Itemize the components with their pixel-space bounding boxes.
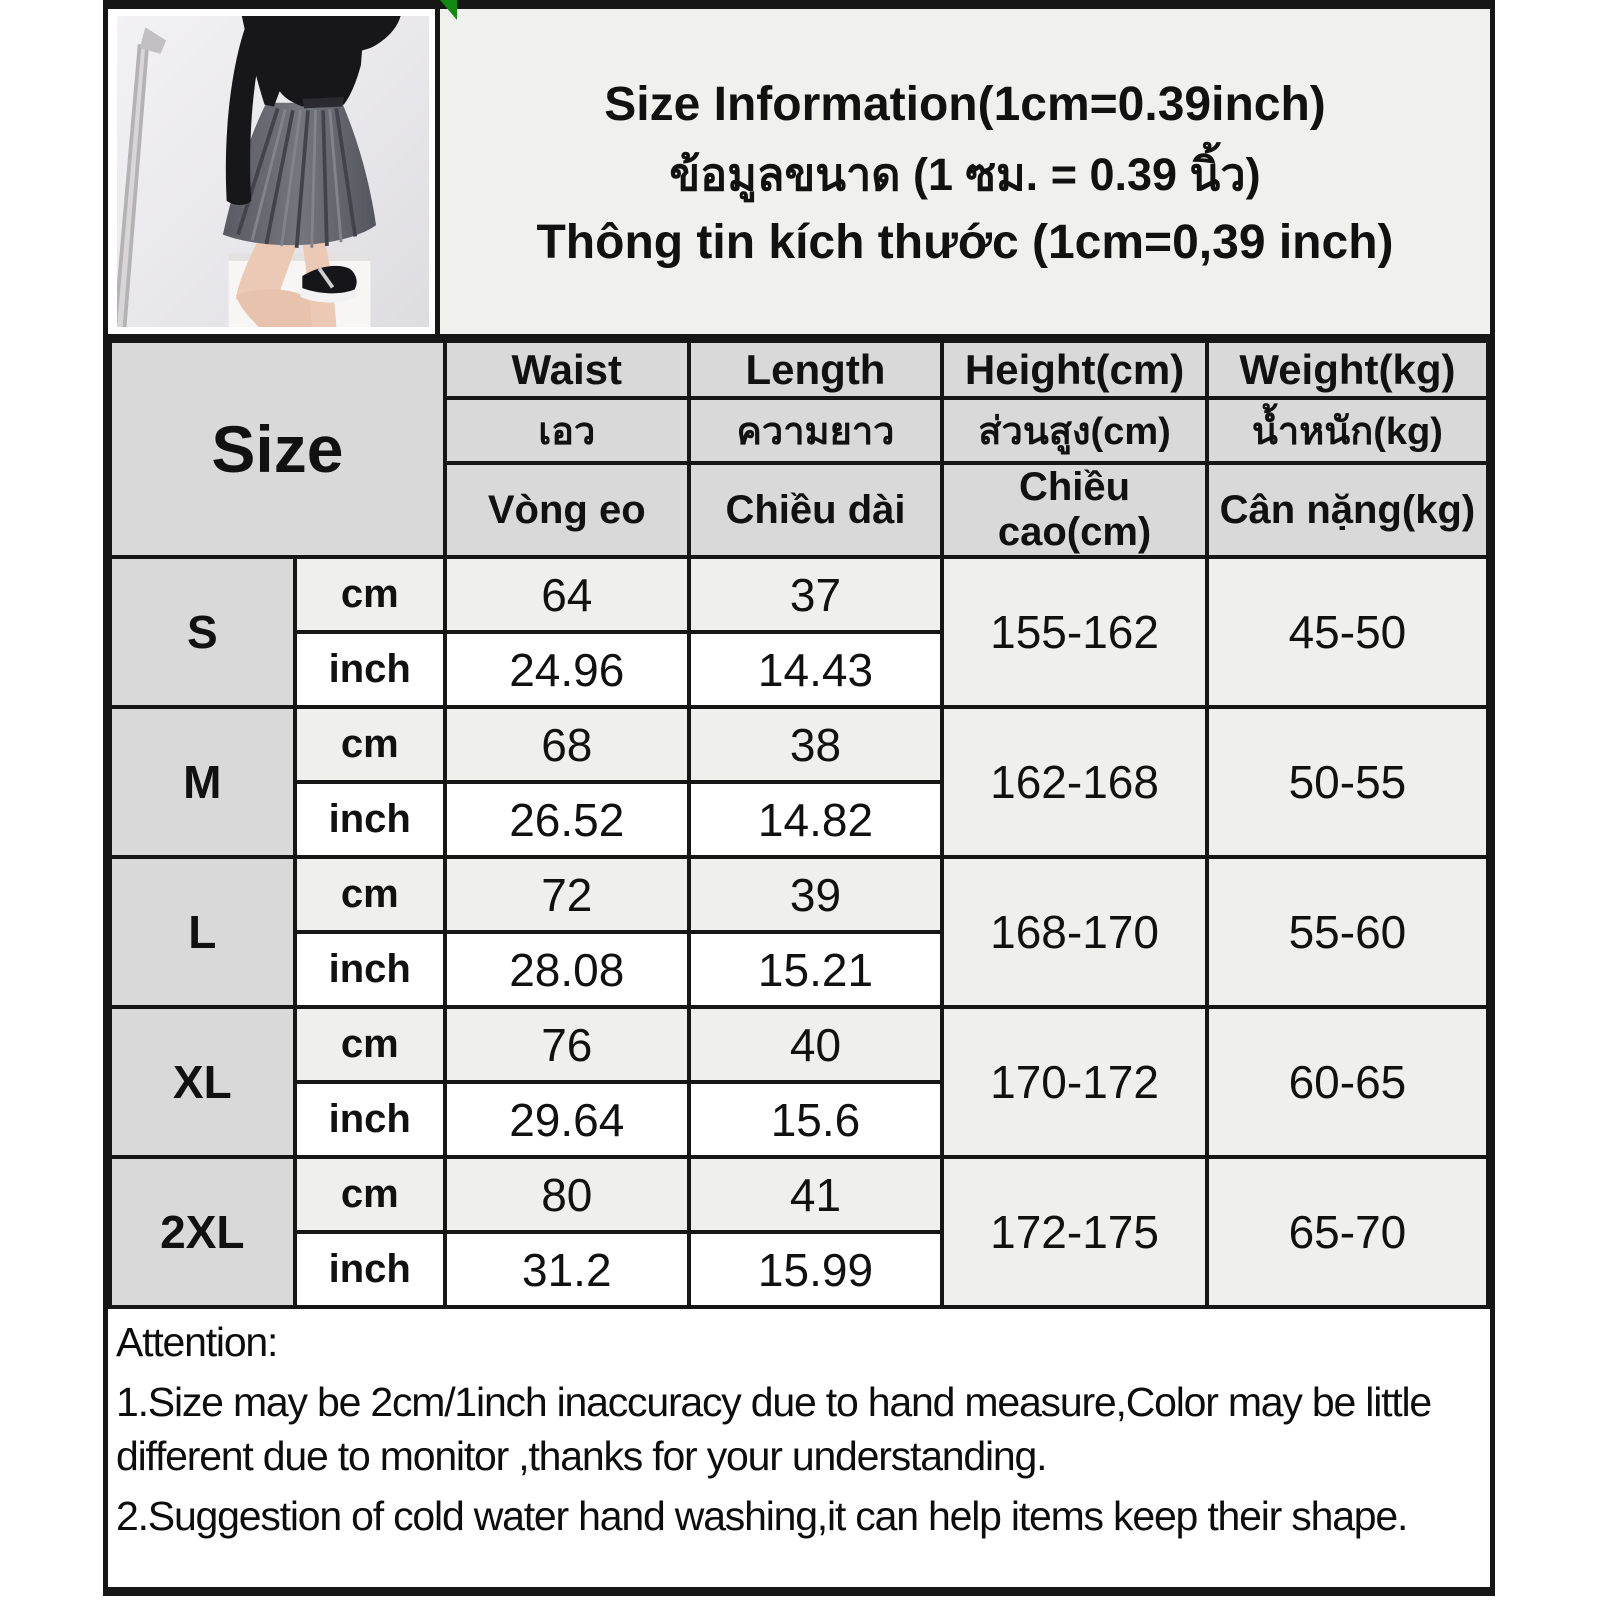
size-row-cm: [110, 1157, 1488, 1232]
size-row-cm: [110, 557, 1488, 632]
product-photo: [108, 9, 440, 334]
unit-inch-label: inch: [295, 782, 445, 857]
column-header-en: Length: [689, 341, 943, 398]
height-range-value: 170-172: [942, 1007, 1207, 1157]
unit-cm-label: cm: [295, 557, 445, 632]
size-table-body: [110, 557, 1488, 1307]
length-cm-value: 40: [689, 1007, 943, 1082]
waist-inch-value: 24.96: [445, 632, 689, 707]
length-inch-value: 14.82: [689, 782, 943, 857]
column-header-thai: ความยาว: [689, 398, 943, 463]
size-label: M: [110, 707, 295, 857]
size-label: L: [110, 857, 295, 1007]
height-range-value: 172-175: [942, 1157, 1207, 1307]
column-header-en: Weight(kg): [1207, 341, 1488, 398]
height-range-value: 155-162: [942, 557, 1207, 707]
unit-cm-label: cm: [295, 857, 445, 932]
waist-inch-value: 31.2: [445, 1232, 689, 1307]
model-photo-illustration: [117, 16, 429, 327]
length-cm-value: 39: [689, 857, 943, 932]
attention-note-1: 1.Size may be 2cm/1inch inaccuracy due to hand measure,Color may be little different due to monitor ,thanks for your understanding.: [116, 1379, 1432, 1480]
weight-range-value: 60-65: [1207, 1007, 1488, 1157]
page-title-thai: ข้อมูลขนาด (1 ซม. = 0.39 นิ้ว): [669, 148, 1261, 200]
page-title: Size Information(1cm=0.39inch): [604, 77, 1326, 131]
column-header-thai: เอว: [445, 398, 689, 463]
page-title-vietnamese: Thông tin kích thước (1cm=0,39 inch): [536, 216, 1394, 270]
waist-inch-value: 28.08: [445, 932, 689, 1007]
length-cm-value: 37: [689, 557, 943, 632]
title-block: [440, 9, 1490, 334]
column-header-thai: น้ำหนัก(kg): [1207, 398, 1488, 463]
column-header-en: Height(cm): [942, 341, 1207, 398]
unit-cm-label: cm: [295, 1157, 445, 1232]
column-header-vietnamese: Cân nặng(kg): [1207, 463, 1488, 557]
attention-note-2: 2.Suggestion of cold water hand washing,it can help items keep their shape.: [116, 1493, 1408, 1540]
length-inch-value: 15.99: [689, 1232, 943, 1307]
height-range-value: 162-168: [942, 707, 1207, 857]
weight-range-value: 50-55: [1207, 707, 1488, 857]
weight-range-value: 45-50: [1207, 557, 1488, 707]
column-header-thai: ส่วนสูง(cm): [942, 398, 1207, 463]
unit-cm-label: cm: [295, 1007, 445, 1082]
weight-range-value: 65-70: [1207, 1157, 1488, 1307]
column-header-vietnamese: Chiều cao(cm): [942, 463, 1207, 557]
unit-inch-label: inch: [295, 1082, 445, 1157]
weight-range-value: 55-60: [1207, 857, 1488, 1007]
unit-inch-label: inch: [295, 932, 445, 1007]
unit-inch-label: inch: [295, 1232, 445, 1307]
size-row-cm: [110, 707, 1488, 782]
length-cm-value: 38: [689, 707, 943, 782]
waist-cm-value: 64: [445, 557, 689, 632]
size-label: S: [110, 557, 295, 707]
column-header-vietnamese: Chiều dài: [689, 463, 943, 557]
waist-inch-value: 26.52: [445, 782, 689, 857]
size-header-cell: Size: [110, 341, 445, 557]
waist-cm-value: 68: [445, 707, 689, 782]
height-range-value: 168-170: [942, 857, 1207, 1007]
size-table: [108, 339, 1490, 1309]
attention-section: [108, 1309, 1490, 1587]
green-corner-flag-icon: [440, 0, 457, 20]
size-row-cm: [110, 1007, 1488, 1082]
waist-inch-value: 29.64: [445, 1082, 689, 1157]
waist-cm-value: 76: [445, 1007, 689, 1082]
waist-cm-value: 72: [445, 857, 689, 932]
attention-heading: Attention:: [116, 1319, 278, 1365]
column-header-en: Waist: [445, 341, 689, 398]
length-inch-value: 14.43: [689, 632, 943, 707]
unit-cm-label: cm: [295, 707, 445, 782]
waist-cm-value: 80: [445, 1157, 689, 1232]
unit-inch-label: inch: [295, 632, 445, 707]
size-row-cm: [110, 857, 1488, 932]
length-inch-value: 15.21: [689, 932, 943, 1007]
length-cm-value: 41: [689, 1157, 943, 1232]
size-label: XL: [110, 1007, 295, 1157]
size-label: 2XL: [110, 1157, 295, 1307]
column-header-vietnamese: Vòng eo: [445, 463, 689, 557]
size-table-head: [110, 341, 1488, 557]
size-chart-sheet: [103, 0, 1495, 1596]
length-inch-value: 15.6: [689, 1082, 943, 1157]
top-section: [108, 9, 1490, 339]
